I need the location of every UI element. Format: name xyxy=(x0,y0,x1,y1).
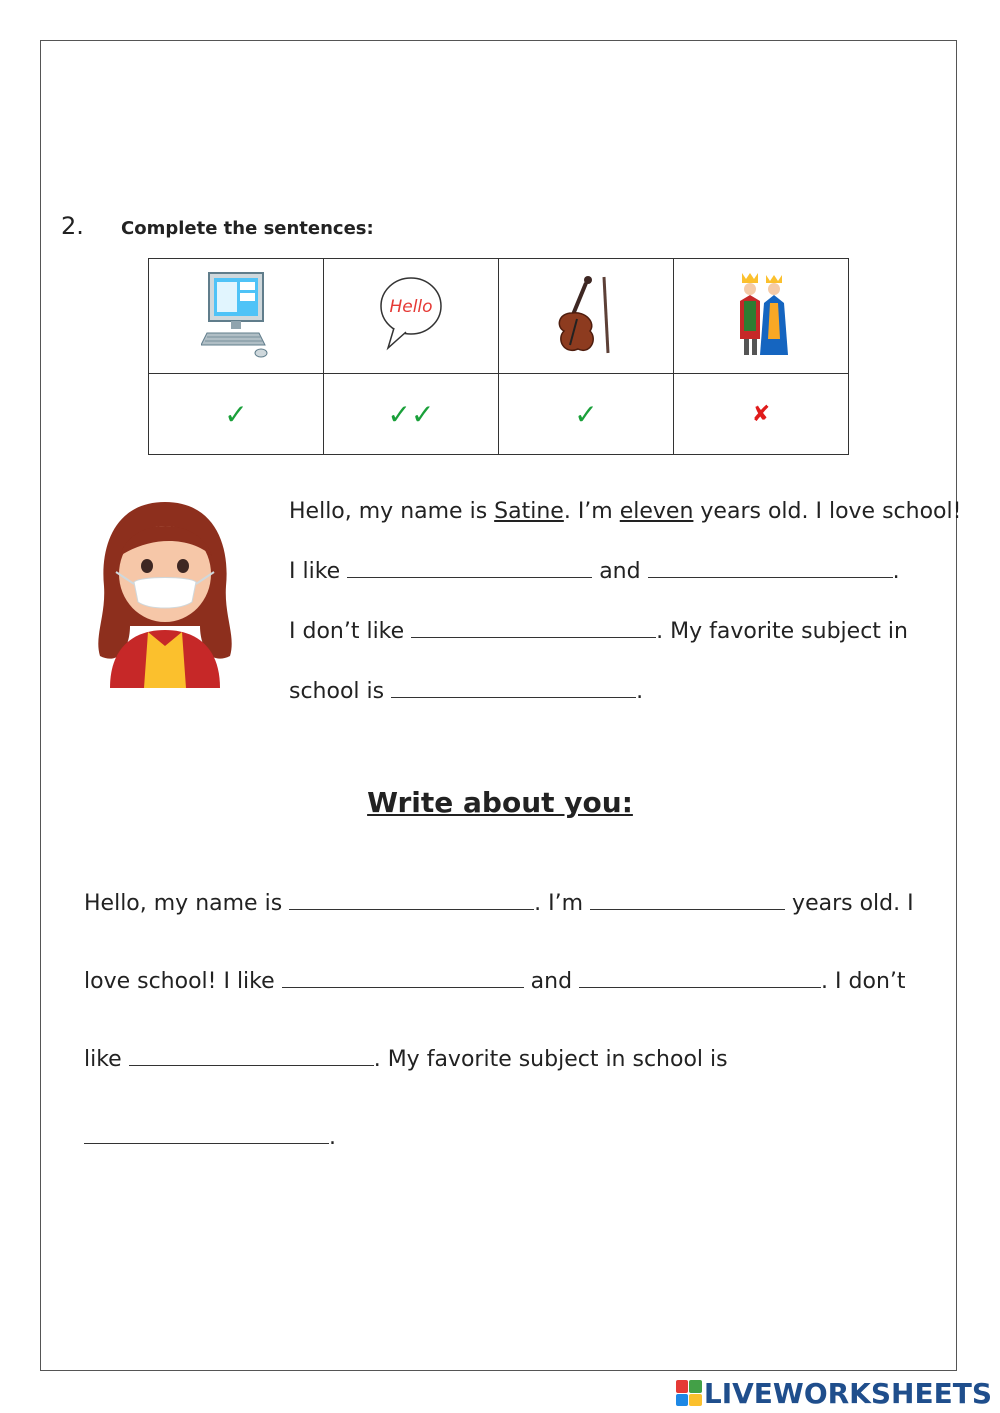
violin-cell xyxy=(499,259,674,374)
write-about-you-title: Write about you: xyxy=(367,786,633,819)
hello-cell xyxy=(324,259,499,374)
hello-speech-bubble-icon xyxy=(376,274,446,354)
page-border xyxy=(40,40,957,1371)
picture-table xyxy=(148,258,849,455)
story-text: and xyxy=(592,559,648,584)
answer-blank[interactable] xyxy=(411,619,656,638)
story-text: Hello, my name is xyxy=(289,499,495,524)
mark-cell xyxy=(674,374,849,455)
story-text: . xyxy=(636,679,644,704)
brand-text: LIVEWORKSHEETS xyxy=(703,1376,992,1410)
cross-mark-icon: ✘ xyxy=(751,401,771,427)
double-check-mark-icon: ✓✓ xyxy=(387,397,435,431)
girl-with-mask-image xyxy=(90,496,240,688)
question-instruction: Complete the sentences: xyxy=(121,218,374,239)
mark-cell xyxy=(324,374,499,455)
answer-blank[interactable] xyxy=(84,1125,329,1144)
question-number: 2. xyxy=(61,212,84,240)
answer-blank[interactable] xyxy=(282,969,524,988)
write-text: years old. I xyxy=(785,891,914,916)
write-text: like xyxy=(84,1047,129,1072)
answer-blank[interactable] xyxy=(289,891,534,910)
write-text: and xyxy=(523,969,580,994)
story-text: I don’t like xyxy=(289,619,412,644)
computer-cell xyxy=(149,259,324,374)
story-text: . I’m xyxy=(563,499,620,524)
story-text: years old. I love school! xyxy=(693,499,962,524)
write-text: . I’m xyxy=(534,891,591,916)
check-mark-icon: ✓ xyxy=(224,397,248,431)
write-text: . xyxy=(329,1125,336,1150)
answer-blank[interactable] xyxy=(590,891,785,910)
story-text: I like xyxy=(289,559,348,584)
answer-blank[interactable] xyxy=(347,559,592,578)
write-text: Hello, my name is xyxy=(84,891,290,916)
story-line-3 xyxy=(289,619,908,644)
story-line-2 xyxy=(289,559,900,584)
write-text: . My favorite subject in school is xyxy=(373,1047,728,1072)
liveworksheets-brand[interactable] xyxy=(676,1376,992,1410)
answer-blank[interactable] xyxy=(391,679,636,698)
write-text: love school! I like xyxy=(84,969,282,994)
write-line-3 xyxy=(84,1047,728,1072)
king-queen-icon xyxy=(726,269,796,359)
story-text: school is xyxy=(289,679,392,704)
mark-cell xyxy=(499,374,674,455)
answer-blank[interactable] xyxy=(129,1047,374,1066)
answer-blank[interactable] xyxy=(648,559,893,578)
write-line-4 xyxy=(84,1125,336,1150)
answer-blank[interactable] xyxy=(579,969,821,988)
write-line-1 xyxy=(84,891,914,916)
liveworksheets-logo-icon xyxy=(676,1380,702,1406)
story-name: Satine xyxy=(494,499,564,524)
story-text: . My favorite subject in xyxy=(656,619,908,644)
story-line-1 xyxy=(289,499,961,524)
computer-icon xyxy=(201,269,271,359)
violin-icon xyxy=(556,269,616,359)
story-text: . xyxy=(892,559,900,584)
write-text: . I don’t xyxy=(821,969,906,994)
check-mark-icon: ✓ xyxy=(574,397,598,431)
story-line-4 xyxy=(289,679,643,704)
royals-cell xyxy=(674,259,849,374)
story-age: eleven xyxy=(619,499,694,524)
write-line-2 xyxy=(84,969,906,994)
mark-cell xyxy=(149,374,324,455)
hello-text: Hello xyxy=(389,297,433,317)
